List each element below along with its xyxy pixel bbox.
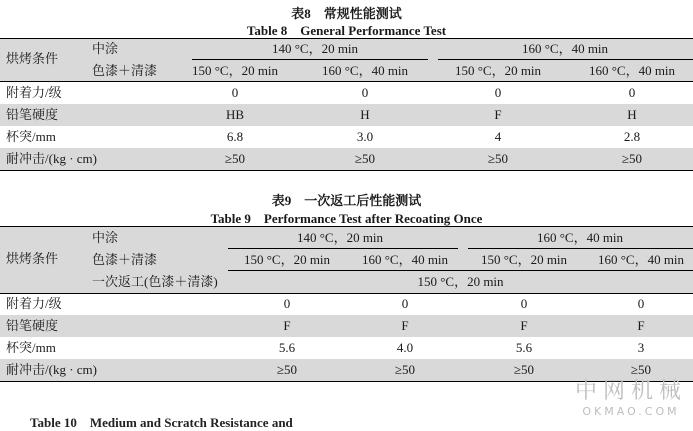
table8-cell: HB xyxy=(225,107,245,122)
table9-sub-1: 150 °C，20 min xyxy=(243,252,331,267)
table8-caption-en: Table 8 General Performance Test xyxy=(246,23,447,38)
table8-cell: H xyxy=(627,107,637,122)
table8-cell: 4 xyxy=(494,129,502,144)
table8-row-label: 附着力/级 xyxy=(6,85,62,100)
table9-cell: 0 xyxy=(637,296,645,311)
table8-top-coat-label: 色漆＋清漆 xyxy=(92,63,158,78)
table9-cell: ≥50 xyxy=(276,362,298,377)
table8-cell: ≥50 xyxy=(621,151,643,166)
next-table-caption-partial: Table 10 Medium and Scratch Resistance and xyxy=(30,415,293,430)
table9-cell: 5.6 xyxy=(278,340,296,355)
watermark-line1: 中网机械 xyxy=(574,379,687,404)
table8-cell: ≥50 xyxy=(487,151,509,166)
table8-cell: F xyxy=(494,107,502,122)
table9-row-label: 杯突/mm xyxy=(6,340,56,355)
table8-row-label: 耐冲击/(kg · cm) xyxy=(6,151,97,166)
table8-cell: H xyxy=(360,107,370,122)
table8-cell: ≥50 xyxy=(354,151,376,166)
watermark-line2: OKMAO.COM xyxy=(582,405,680,418)
table9-group-b: 160 °C，40 min xyxy=(536,230,624,245)
table8-cell: ≥50 xyxy=(224,151,246,166)
table9-top-coat-label: 色漆＋清漆 xyxy=(92,252,158,267)
table9-cell: 3 xyxy=(637,340,645,355)
table9-cell: F xyxy=(283,318,291,333)
table9-sub-2: 160 °C，40 min xyxy=(361,252,449,267)
table9-cell: 0 xyxy=(401,296,409,311)
watermark xyxy=(575,374,687,418)
table9-cell: 5.6 xyxy=(515,340,533,355)
table9-cell: ≥50 xyxy=(630,362,652,377)
table9-caption-en: Table 9 Performance Test after Recoating Once xyxy=(210,211,483,226)
table8-row-label: 铅笔硬度 xyxy=(6,107,59,122)
table9-recoat-value: 150 °C，20 min xyxy=(417,274,504,289)
table9-cell: F xyxy=(637,318,645,333)
table9-cell: ≥50 xyxy=(513,362,535,377)
table8-sub-3: 150 °C，20 min xyxy=(454,63,542,78)
table8-cell: 3.0 xyxy=(356,129,374,144)
table8-mid-coat-label: 中涂 xyxy=(92,41,119,56)
table8-bottom-rule xyxy=(0,170,693,171)
table9-bake-label: 烘烤条件 xyxy=(6,251,59,266)
table9-cell: F xyxy=(401,318,409,333)
table8-cell: 6.8 xyxy=(226,129,244,144)
table8-cell: 0 xyxy=(494,85,502,100)
table8-cell: 2.8 xyxy=(623,129,641,144)
table8-caption-cn: 表8 常规性能测试 xyxy=(291,6,402,21)
table9-cell: ≥50 xyxy=(394,362,416,377)
table9-cell: 0 xyxy=(283,296,291,311)
table8-sub-1: 150 °C，20 min xyxy=(191,63,279,78)
table8-cell: 0 xyxy=(628,85,636,100)
table8-sub-2: 160 °C，40 min xyxy=(321,63,409,78)
table9-row-label: 耐冲击/(kg · cm) xyxy=(6,362,97,377)
table8-bake-label: 烘烤条件 xyxy=(6,51,59,66)
table9-row-label: 铅笔硬度 xyxy=(6,318,59,333)
table9-sub-3: 150 °C，20 min xyxy=(480,252,568,267)
table8-cell: 0 xyxy=(361,85,369,100)
table9-cell: 4.0 xyxy=(396,340,414,355)
table8-group-a: 140 °C，20 min xyxy=(271,41,359,56)
table8-sub-4: 160 °C，40 min xyxy=(588,63,676,78)
table8-cell: 0 xyxy=(231,85,239,100)
table9-row-label: 附着力/级 xyxy=(6,296,62,311)
table9-cell: F xyxy=(520,318,528,333)
table8-group-b: 160 °C，40 min xyxy=(521,41,609,56)
table9-caption-cn: 表9 一次返工后性能测试 xyxy=(271,193,422,208)
table9-recoat-label: 一次返工(色漆＋清漆) xyxy=(92,274,218,289)
table8-row-label: 杯突/mm xyxy=(6,129,56,144)
table9-sub-4: 160 °C，40 min xyxy=(597,252,685,267)
table9-cell: 0 xyxy=(520,296,528,311)
table9-group-a: 140 °C，20 min xyxy=(296,230,384,245)
table9-mid-coat-label: 中涂 xyxy=(92,230,119,245)
